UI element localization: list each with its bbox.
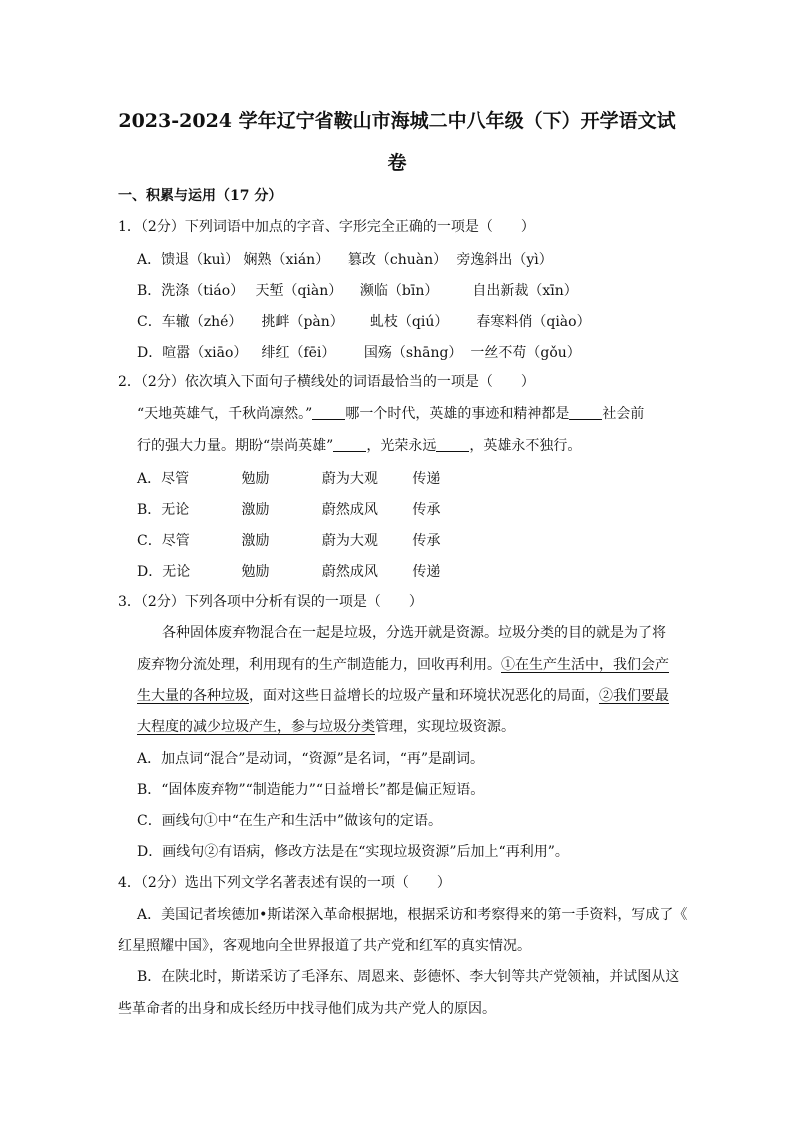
option-word: C．车辙（zhé）	[137, 314, 243, 330]
option-word: A．馈退（kuì）	[137, 252, 240, 268]
option-word: 一丝不苟（gǒu）	[470, 345, 581, 361]
question-3-passage-line-3	[137, 687, 669, 705]
option-word: 旁逸斜出（yì）	[456, 252, 553, 268]
passage-text: ，光荣永远	[366, 438, 437, 454]
passage-text: ，英雄永不独行。	[469, 438, 582, 454]
question-1-option-c	[137, 311, 591, 331]
question-4-option-a-line-1: A．美国记者埃德加•斯诺深入革命根据地，根据采访和考察得来的第一手资料，写成了《	[137, 907, 688, 923]
option-word: 天堑（qiàn）	[255, 283, 343, 299]
section-heading: 一、积累与运用（17 分）	[118, 188, 283, 204]
question-3-option-c: C．画线句①中“在生产和生活中”做该句的定语。	[137, 813, 443, 829]
question-1-option-d	[137, 342, 581, 362]
question-3-option-a: A．加点词“混合”是动词，“资源”是名词，“再”是副词。	[137, 751, 485, 767]
question-1-stem: 1．（2分）下列词语中加点的字音、字形完全正确的一项是（ ）	[118, 219, 535, 235]
option-word: B．洗涤（tiáo）	[137, 283, 245, 299]
passage-text: “天地英雄气，千秋尚凛然。”	[137, 406, 313, 422]
exam-title: 2023-2024 学年辽宁省鞍山市海城二中八年级（下）开学语文试	[118, 110, 676, 132]
option-word: 虬枝（qiú）	[369, 314, 449, 330]
option-word: 自出新裁（xīn）	[472, 283, 578, 299]
question-2-option-b	[137, 499, 440, 519]
passage-text: 社会前	[602, 406, 645, 422]
question-4-option-a-line-2: 红星照耀中国》，客观地向全世界报道了共产党和红军的真实情况。	[118, 938, 531, 954]
option-word: 勉励	[241, 471, 270, 487]
underlined-sentence-2: 大程度的减少垃圾产生，参与垃圾分类	[137, 719, 375, 735]
exam-title-continued: 卷	[387, 152, 407, 174]
fill-blank	[436, 437, 469, 452]
option-word: 激励	[241, 533, 270, 549]
option-word: 挑衅（pàn）	[261, 314, 344, 330]
question-2-option-c	[137, 530, 440, 550]
option-word: 激励	[241, 502, 270, 518]
option-word: 蔚然成风	[321, 502, 378, 518]
question-4-stem: 4．（2分）选出下列文学名著表述有误的一项（ ）	[118, 875, 451, 891]
option-word: 传递	[412, 564, 441, 580]
option-word: A．尽管	[137, 471, 190, 487]
question-3-option-d: D．画线句②有语病，修改方法是在“实现垃圾资源”后加上“再利用”。	[137, 844, 569, 860]
question-1-option-b	[137, 280, 578, 300]
question-2-option-a	[137, 468, 440, 488]
option-word: 春寒料俏（qiào）	[476, 314, 591, 330]
passage-text: 废弃物分流处理，利用现有的生产制造能力，回收再利用。	[137, 657, 501, 673]
option-word: 传递	[412, 471, 441, 487]
question-1-option-a	[137, 249, 553, 269]
question-2-passage-line-2	[137, 437, 581, 455]
option-word: 蔚然成风	[321, 564, 378, 580]
option-word: D．无论	[137, 564, 191, 580]
passage-text: 行的强大力量。期盼“崇尚英雄”	[137, 438, 334, 454]
fill-blank	[569, 405, 602, 420]
option-word: 传承	[412, 533, 441, 549]
option-word: 蔚为大观	[321, 533, 378, 549]
question-3-passage-line-1: 各种固体废弃物混合在一起是垃圾，分选开就是资源。垃圾分类的目的就是为了将	[162, 625, 666, 641]
question-3-stem: 3．（2分）下列各项中分析有误的一项是（ ）	[118, 594, 423, 610]
fill-blank	[333, 437, 366, 452]
option-word: B．无论	[137, 502, 190, 518]
question-4-option-b-line-1: B．在陕北时，斯诺采访了毛泽东、周恩来、彭德怀、李大钊等共产党领袖，并试图从这	[137, 969, 680, 985]
passage-text: 管理，实现垃圾资源。	[375, 719, 515, 735]
option-word: 濒临（bīn）	[359, 283, 439, 299]
option-word: 娴熟（xián）	[243, 252, 330, 268]
passage-text: ，面对这些日益增长的垃圾产量和环境状况恶化的局面，	[249, 688, 599, 704]
question-3-option-b: B．“固体废弃物”“制造能力”“日益增长”都是偏正短语。	[137, 782, 485, 798]
question-3-passage-line-4	[137, 718, 515, 736]
question-2-stem: 2．（2分）依次填入下面句子横线处的词语最恰当的一项是（ ）	[118, 374, 535, 390]
question-2-option-d	[137, 561, 440, 581]
option-word: 篡改（chuàn）	[347, 252, 448, 268]
option-word: C．尽管	[137, 533, 190, 549]
fill-blank	[312, 405, 345, 420]
option-word: 蔚为大观	[321, 471, 378, 487]
option-word: 绯红（fēi）	[261, 345, 336, 361]
underlined-sentence-2: ②我们要最	[599, 688, 669, 704]
underlined-sentence-1: ①在生产生活中，我们会产	[501, 657, 669, 673]
underlined-sentence-1: 生大量的各种垃圾	[137, 688, 249, 704]
option-word: 传承	[412, 502, 441, 518]
option-word: 国殇（shāng）	[363, 345, 463, 361]
question-2-passage-line-1	[137, 405, 644, 423]
question-4-option-b-line-2: 些革命者的出身和成长经历中找寻他们成为共产党人的原因。	[118, 1001, 496, 1017]
option-word: D．喧嚣（xiāo）	[137, 345, 248, 361]
passage-text: 哪一个时代，英雄的事迹和精神都是	[345, 406, 570, 422]
question-3-passage-line-2	[137, 656, 669, 674]
option-word: 勉励	[241, 564, 270, 580]
